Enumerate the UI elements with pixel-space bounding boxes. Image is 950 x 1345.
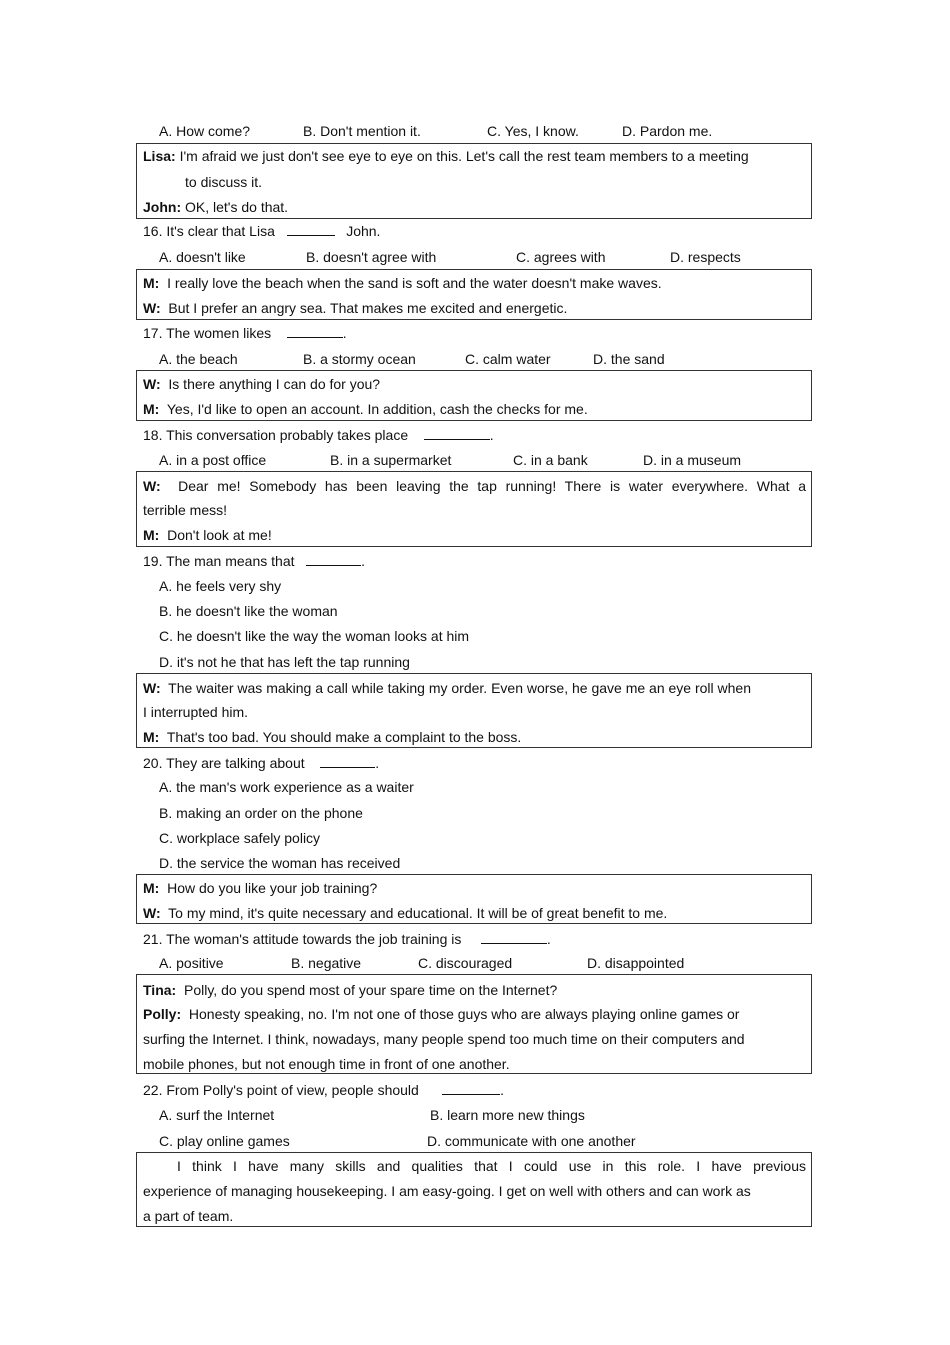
dialog20-line1 bbox=[143, 679, 751, 697]
speaker-m: M: bbox=[143, 401, 160, 417]
speaker-polly: Polly: bbox=[143, 1006, 182, 1022]
dialog19-line1-cont: terrible mess! bbox=[143, 502, 228, 518]
q20-stem-text: 20. They are talking about bbox=[143, 755, 305, 771]
dialog22-text2: Honesty speaking, no. I'm not one of those guys who are always playing online games or bbox=[188, 1006, 740, 1022]
answer-blank[interactable] bbox=[287, 325, 343, 338]
q16-stem-text: 16. It's clear that Lisa bbox=[143, 223, 275, 239]
q17-stem-text: 17. The women likes bbox=[143, 325, 272, 341]
dialog16-line1 bbox=[143, 147, 749, 165]
dialog18-text1: Is there anything I can do for you? bbox=[168, 376, 381, 392]
speaker-w: W: bbox=[143, 376, 161, 392]
passage-line2: experience of managing housekeeping. I am easy-going. I get on well with others and can work as bbox=[143, 1183, 751, 1199]
q22-option-a: A. surf the Internet bbox=[159, 1107, 275, 1123]
q17-stem bbox=[143, 324, 347, 342]
dialog19-line1 bbox=[143, 477, 806, 495]
dialog17-text1: I really love the beach when the sand is soft and the water doesn't make waves. bbox=[167, 275, 662, 291]
q16-option-d: D. respects bbox=[670, 249, 741, 265]
dialog21-text1: How do you like your job training? bbox=[167, 880, 378, 896]
dialog22-text1: Polly, do you spend most of your spare time on the Internet? bbox=[183, 982, 558, 998]
dialog22-line1 bbox=[143, 981, 557, 999]
q19-stem-text: 19. The man means that bbox=[143, 553, 295, 569]
q21-option-a: A. positive bbox=[159, 955, 224, 971]
q16-option-b: B. doesn't agree with bbox=[306, 249, 437, 265]
dialog18-text2: Yes, I'd like to open an account. In addition, cash the checks for me. bbox=[166, 401, 588, 417]
dialog18-line1 bbox=[143, 375, 380, 393]
dialog16-text2: OK, let's do that. bbox=[185, 199, 289, 215]
dialog17-line2 bbox=[143, 299, 567, 317]
q21-option-d: D. disappointed bbox=[587, 955, 685, 971]
dialog20-text1: The waiter was making a call while taking my order. Even worse, he gave me an eye roll when bbox=[168, 680, 751, 696]
dialog20-text2: That's too bad. You should make a complaint to the boss. bbox=[166, 729, 522, 745]
q19-stem-end: . bbox=[361, 553, 366, 569]
q17-stem-end: . bbox=[342, 325, 347, 341]
q22-stem-text: 22. From Polly's point of view, people should bbox=[143, 1082, 419, 1098]
q22-option-b: B. learn more new things bbox=[430, 1107, 585, 1123]
q18-stem bbox=[143, 426, 494, 444]
dialog21-line2 bbox=[143, 904, 667, 922]
dialog22-line2-cont2: mobile phones, but not enough time in front of one another. bbox=[143, 1056, 510, 1072]
dialog20-line2 bbox=[143, 728, 521, 746]
q16-stem bbox=[143, 222, 380, 240]
answer-blank[interactable] bbox=[320, 755, 375, 768]
dialog22-line2 bbox=[143, 1005, 739, 1023]
q22-stem bbox=[143, 1081, 504, 1099]
dialog19-text2: Don't look at me! bbox=[167, 527, 272, 543]
q16-option-a: A. doesn't like bbox=[159, 249, 246, 265]
answer-blank[interactable] bbox=[442, 1082, 500, 1095]
q22-option-d: D. communicate with one another bbox=[427, 1133, 636, 1149]
q17-option-b: B. a stormy ocean bbox=[303, 351, 416, 367]
q17-option-d: D. the sand bbox=[593, 351, 665, 367]
q22-stem-end: . bbox=[500, 1082, 505, 1098]
speaker-w: W: bbox=[143, 300, 161, 316]
q20-option-a: A. the man's work experience as a waiter bbox=[159, 779, 414, 795]
dialog16-text1: I'm afraid we just don't see eye to eye on this. Let's call the rest team members to a meeting bbox=[179, 148, 749, 164]
speaker-m: M: bbox=[143, 275, 160, 291]
q18-stem-end: . bbox=[489, 427, 494, 443]
q15-option-b: B. Don't mention it. bbox=[303, 123, 421, 139]
q17-option-a: A. the beach bbox=[159, 351, 238, 367]
q16-stem-end: John. bbox=[346, 223, 381, 239]
q21-option-b: B. negative bbox=[291, 955, 362, 971]
q20-stem bbox=[143, 754, 379, 772]
dialog19-text1: Dear me! Somebody has been leaving the tap running! There is water everywhere. What a bbox=[178, 478, 806, 494]
q19-option-d: D. it's not he that has left the tap running bbox=[159, 654, 410, 670]
dialog21-line1 bbox=[143, 879, 377, 897]
q17-option-c: C. calm water bbox=[465, 351, 551, 367]
q19-option-b: B. he doesn't like the woman bbox=[159, 603, 338, 619]
q20-option-b: B. making an order on the phone bbox=[159, 805, 363, 821]
answer-blank[interactable] bbox=[481, 931, 547, 944]
q21-option-c: C. discouraged bbox=[418, 955, 513, 971]
q19-stem bbox=[143, 552, 365, 570]
q18-option-a: A. in a post office bbox=[159, 452, 267, 468]
speaker-tina: Tina: bbox=[143, 982, 177, 998]
q20-option-c: C. workplace safely policy bbox=[159, 830, 321, 846]
q15-option-d: D. Pardon me. bbox=[622, 123, 713, 139]
dialog17-text2: But I prefer an angry sea. That makes me excited and energetic. bbox=[168, 300, 568, 316]
speaker-m: M: bbox=[143, 880, 160, 896]
speaker-w: W: bbox=[143, 905, 161, 921]
q21-stem bbox=[143, 930, 551, 948]
q15-option-a: A. How come? bbox=[159, 123, 251, 139]
dialog18-line2 bbox=[143, 400, 588, 418]
q22-option-c: C. play online games bbox=[159, 1133, 290, 1149]
dialog16-line1-cont: to discuss it. bbox=[185, 174, 263, 190]
q15-option-c: C. Yes, I know. bbox=[487, 123, 579, 139]
speaker-m: M: bbox=[143, 729, 160, 745]
speaker-w: W: bbox=[143, 478, 161, 494]
q18-option-d: D. in a museum bbox=[643, 452, 742, 468]
speaker-john: John: bbox=[143, 199, 182, 215]
dialog21-text2: To my mind, it's quite necessary and educational. It will be of great benefit to me. bbox=[168, 905, 668, 921]
speaker-m: M: bbox=[143, 527, 160, 543]
answer-blank[interactable] bbox=[287, 223, 335, 236]
q21-stem-text: 21. The woman's attitude towards the job training is bbox=[143, 931, 462, 947]
dialog17-line1 bbox=[143, 274, 662, 292]
q19-option-a: A. he feels very shy bbox=[159, 578, 282, 594]
passage-line3: a part of team. bbox=[143, 1208, 234, 1224]
passage-line1: I think I have many skills and qualities that I could use in this role. I have previous bbox=[177, 1158, 806, 1174]
q19-option-c: C. he doesn't like the way the woman looks at him bbox=[159, 628, 470, 644]
q21-stem-end: . bbox=[546, 931, 551, 947]
answer-blank[interactable] bbox=[424, 427, 490, 440]
q18-option-b: B. in a supermarket bbox=[330, 452, 452, 468]
answer-blank[interactable] bbox=[306, 553, 361, 566]
q18-option-c: C. in a bank bbox=[513, 452, 588, 468]
dialog22-line2-cont1: surfing the Internet. I think, nowadays, many people spend too much time on their computers and bbox=[143, 1031, 745, 1047]
q20-stem-end: . bbox=[375, 755, 380, 771]
q18-stem-text: 18. This conversation probably takes place bbox=[143, 427, 409, 443]
speaker-lisa: Lisa: bbox=[143, 148, 176, 164]
q20-option-d: D. the service the woman has received bbox=[159, 855, 401, 871]
q16-option-c: C. agrees with bbox=[516, 249, 606, 265]
dialog16-line2 bbox=[143, 198, 288, 216]
dialog20-line1-cont: I interrupted him. bbox=[143, 704, 249, 720]
dialog19-line2 bbox=[143, 526, 272, 544]
speaker-w: W: bbox=[143, 680, 161, 696]
